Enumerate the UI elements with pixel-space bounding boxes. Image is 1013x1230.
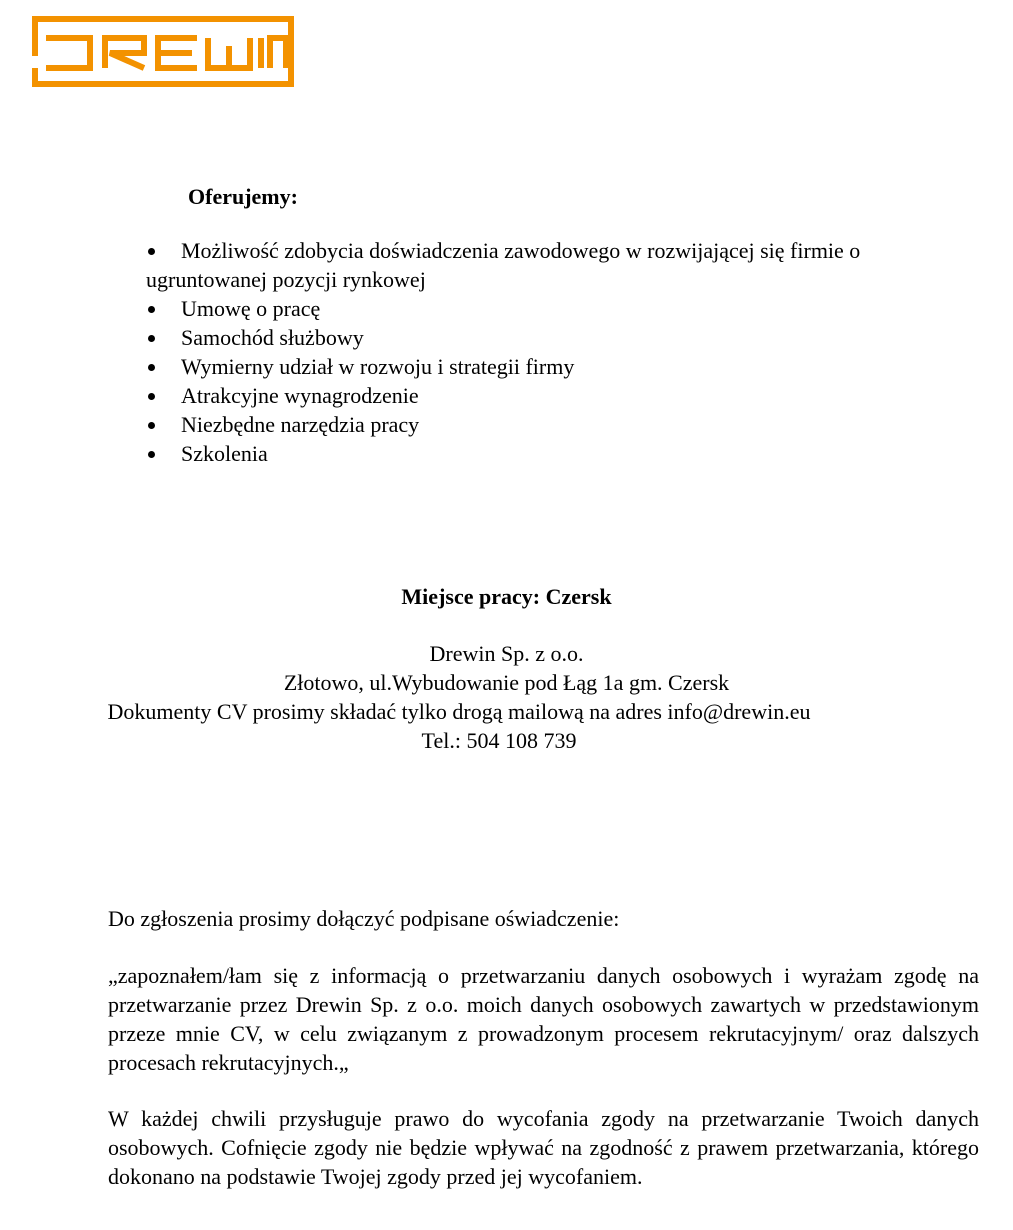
drewin-logo-icon [32,16,294,87]
bullet-icon [148,248,155,255]
cv-submission-note: Dokumenty CV prosimy składać tylko drogą mailową na adres info@drewin.eu [107,699,811,724]
bullet-icon [148,364,155,371]
offer-item: Możliwość zdobycia doświadczenia zawodowego w rozwijającej się firmie o ugruntowanej pozycji rynkowej [146,238,861,292]
bullet-icon [148,422,155,429]
bullet-icon [148,451,155,458]
offer-list [146,236,976,468]
offer-heading: Oferujemy: [188,184,298,209]
bullet-icon [148,335,155,342]
withdrawal-notice: W każdej chwili przysługuje prawo do wycofania zgody na przetwarzanie Twoich danych osobowych. Cofnięcie zgody nie będzie wpływać na zgodność z prawem przetwarzania, którego dokonano na podstawie Twojej zgody przed jej wycofaniem. [108,1106,979,1189]
consent-intro: Do zgłoszenia prosimy dołączyć podpisane oświadczenie: [108,906,620,931]
consent-statement: „zapoznałem/łam się z informacją o przetwarzaniu danych osobowych i wyrażam zgodę na przetwarzanie przez Drewin Sp. z o.o. moich danych osobowych zawartych w przedstawionym przeze mnie CV, w celu związanym z prowadzonym procesem rekrutacyjnym/ oraz dalszych procesach rekrutacyjnych.„ [108,963,979,1075]
company-address: Złotowo, ul.Wybudowanie pod Łąg 1a gm. Czersk [283,670,730,695]
offer-item: Samochód służbowy [146,323,976,352]
contact-block [0,639,1013,755]
phone-number: Tel.: 504 108 739 [421,728,577,753]
offer-item: Niezbędne narzędzia pracy [146,410,976,439]
location-heading: Miejsce pracy: Czersk [401,584,612,609]
drewin-logo [32,16,294,87]
offer-item: Szkolenia [146,439,976,468]
offer-item: Wymierny udział w rozwoju i strategii firmy [146,352,976,381]
bullet-icon [148,306,155,313]
offer-item: Atrakcyjne wynagrodzenie [146,381,976,410]
bullet-icon [148,393,155,400]
offer-item: Umowę o pracę [146,294,976,323]
company-name: Drewin Sp. z o.o. [429,641,584,666]
